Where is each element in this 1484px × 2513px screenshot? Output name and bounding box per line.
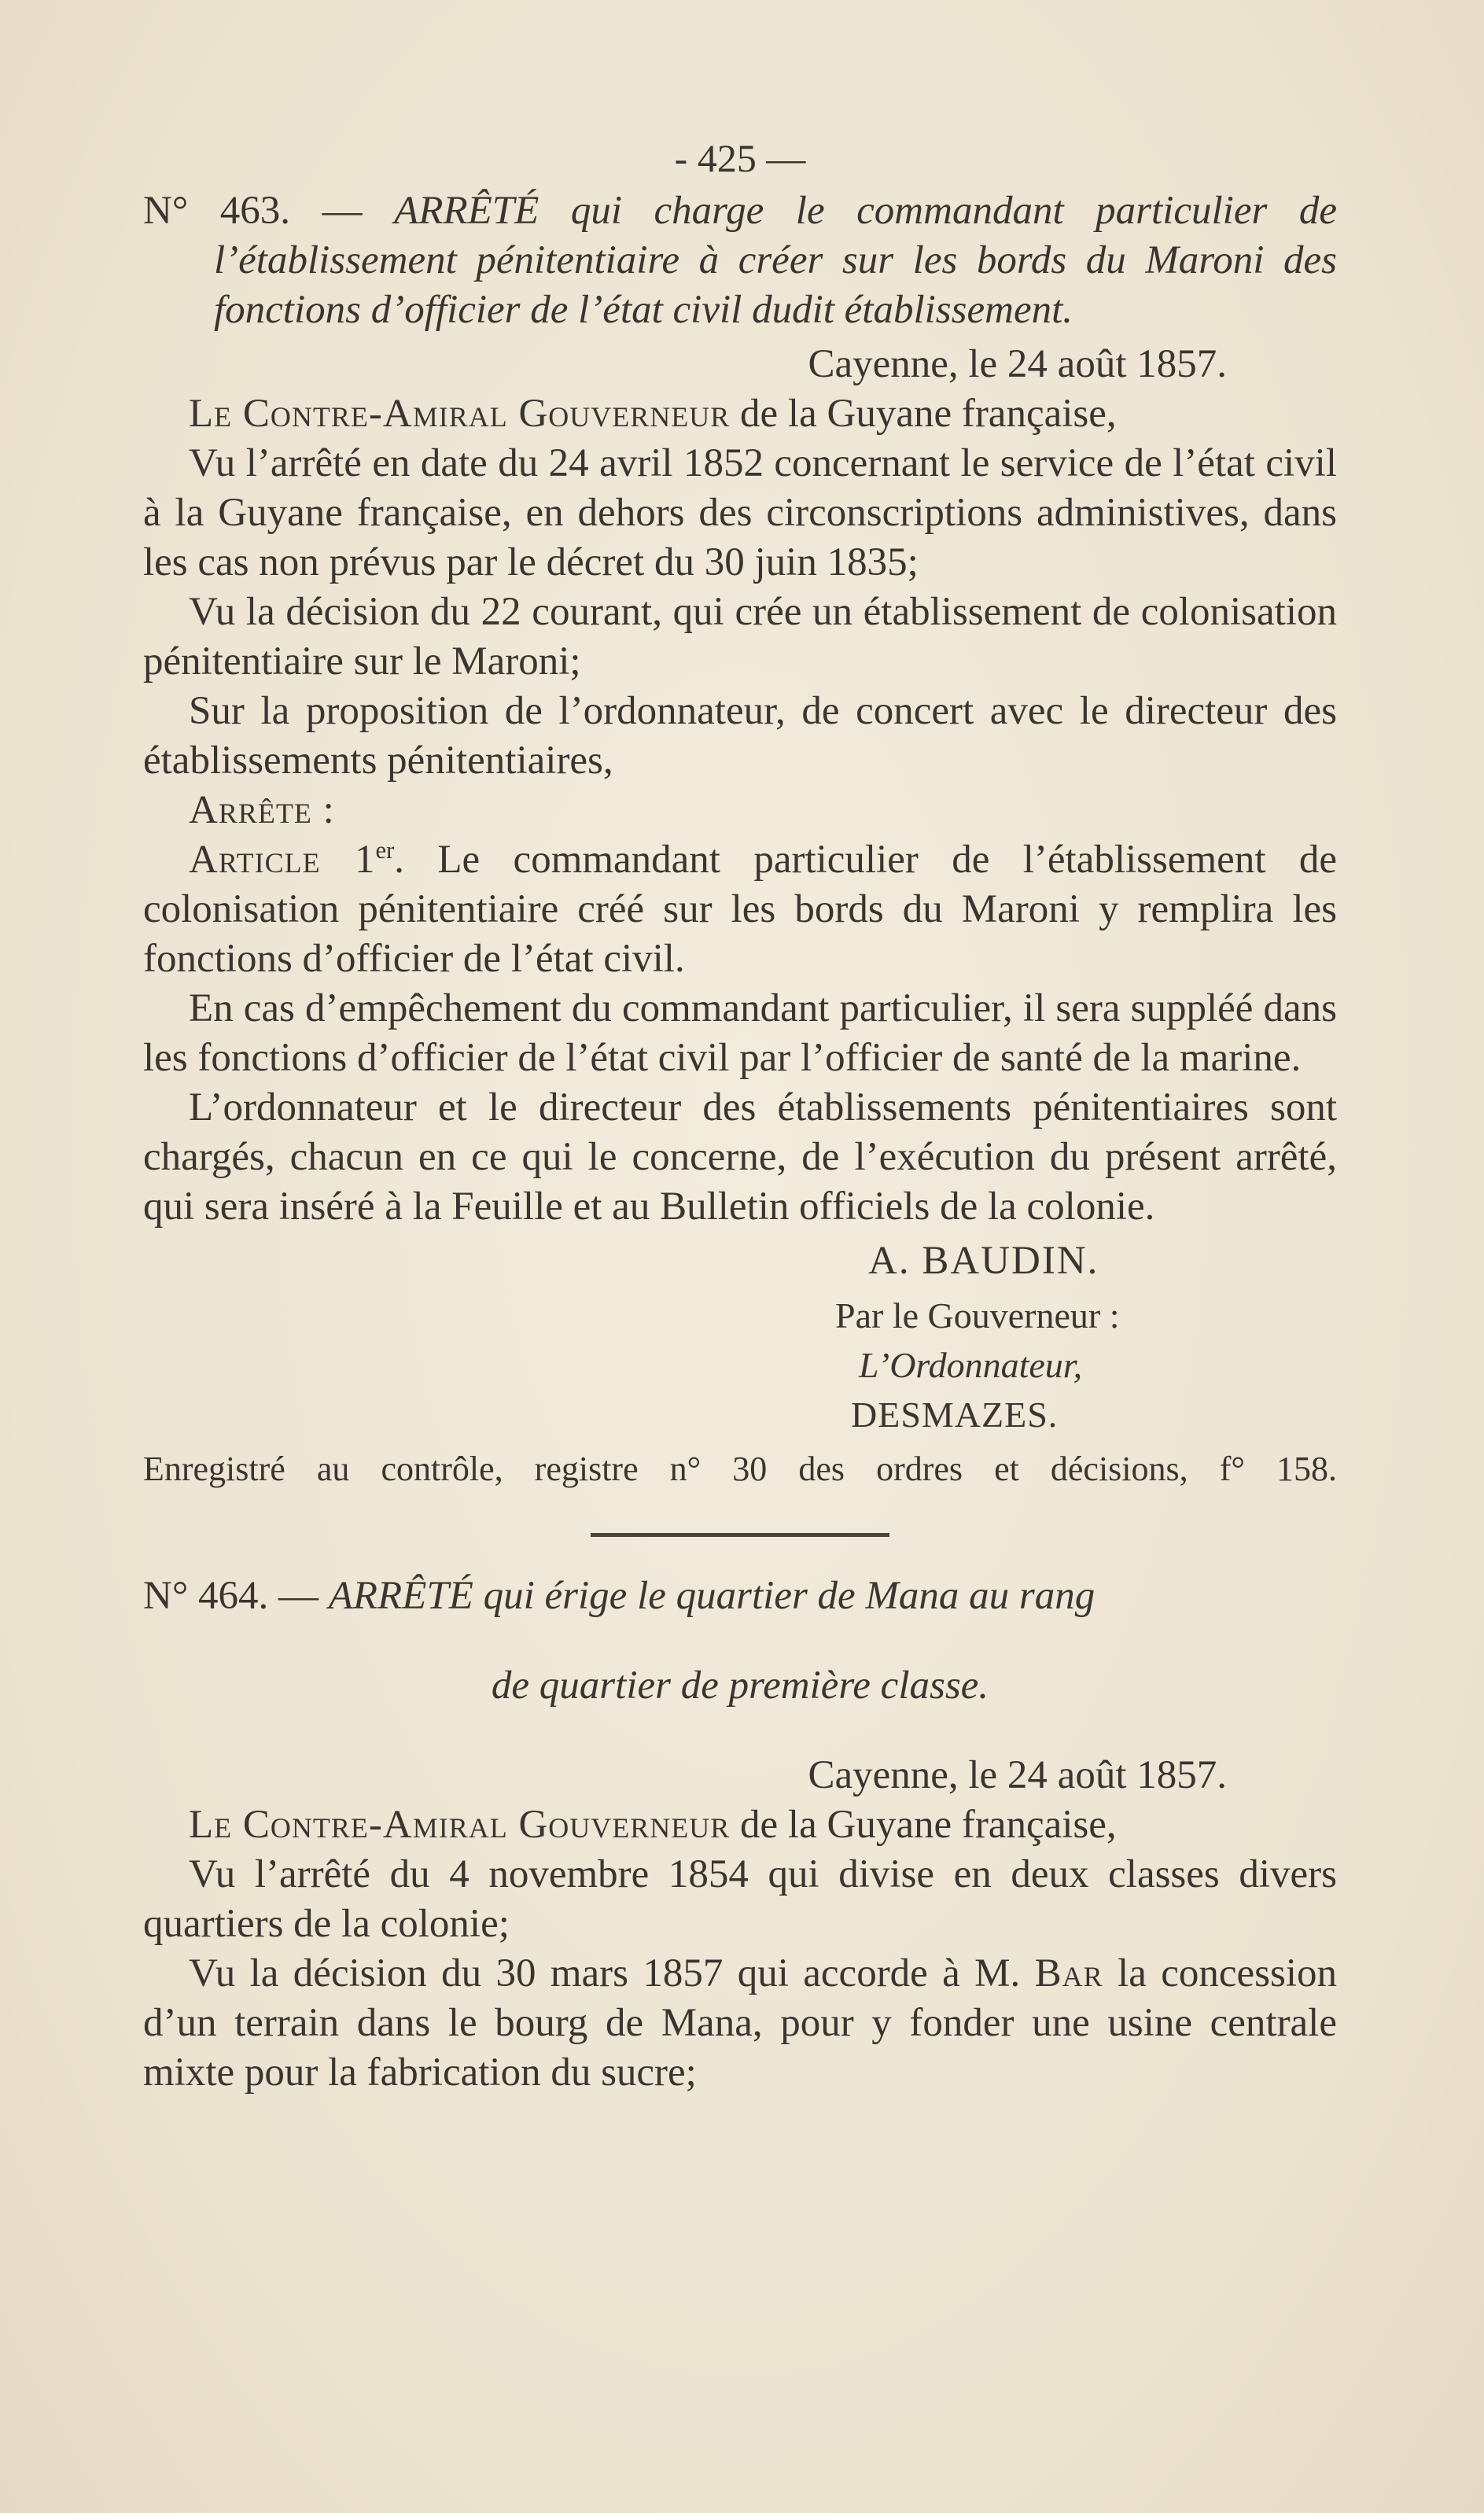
section-divider <box>591 1533 889 1537</box>
signature-baudin: A. BAUDIN. <box>868 1239 1099 1283</box>
section-463-para-2: Vu la décision du 22 courant, qui crée un établissement de colonisation pénitentiaire sur le Maroni; <box>143 590 1337 684</box>
governor-title: Le Contre-Amiral Gouverneur <box>189 392 731 436</box>
registration-note: Enregistré au contrôle, registre n° 30 des ordres et décisions, f° 158. <box>143 1450 1337 1488</box>
section-464-title-text-1: ARRÊTÉ qui érige le quartier de Mana au rang <box>328 1574 1096 1618</box>
document-body <box>143 134 1337 2098</box>
signature-desmazes: DESMAZES. <box>851 1395 1059 1435</box>
section-463-para-5: L’ordonnateur et le directeur des établissements pénitentiaires sont chargés, chacun en ce qui le concerne, de l’exécution du présent arrêté, qui sera inséré à la Feuille et au Bulletin officiels de la colonie. <box>143 1085 1337 1229</box>
article-text: . Le commandant particulier de l’établissement de colonisation pénitentiaire créé sur les bords du Maroni y remplira les fonctions d’officier de l’état civil. <box>143 838 1337 981</box>
section-463-number: N° 463. — <box>143 189 363 233</box>
para2-a: Vu la décision du 30 mars 1857 qui accorde à M. <box>189 1951 1035 1995</box>
page-number: - 425 — <box>674 136 806 180</box>
article-sup: er <box>375 837 395 864</box>
section-464-para-2 <box>143 1949 1337 2098</box>
section-464-para-1: Vu l’arrêté du 4 novembre 1854 qui divise en deux classes divers quartiers de la colonie; <box>143 1852 1337 1946</box>
signature-role: L’Ordonnateur, <box>859 1345 1083 1385</box>
section-463-article-1 <box>143 835 1337 984</box>
section-463-arrete: Arrête : <box>189 788 335 832</box>
section-463-title <box>143 186 1337 335</box>
section-463-place-date: Cayenne, le 24 août 1857. <box>808 342 1227 386</box>
para2-name: Bar <box>1034 1951 1103 1995</box>
section-463-governor-line <box>143 389 1337 439</box>
signature-par: Par le Gouverneur : <box>835 1295 1120 1336</box>
governor-rest-2: de la Guyane française, <box>730 1803 1117 1847</box>
section-463-title-text: ARRÊTÉ qui charge le commandant particulier de l’établissement pénitentiaire à créer sur les bords du Maroni des fonctions d’officier de l’état civil dudit établissement. <box>214 189 1338 332</box>
article-label: Article 1 <box>189 838 376 882</box>
governor-rest: de la Guyane française, <box>730 392 1117 436</box>
section-464-number: N° 464. — <box>143 1574 319 1618</box>
section-463-para-1: Vu l’arrêté en date du 24 avril 1852 concernant le service de l’état civil à la Guyane française, en dehors des circonscriptions administives, dans les cas non prévus par le décret du 30 juin 1835; <box>143 441 1337 584</box>
section-464-title-text-2: de quartier de première classe. <box>491 1664 989 1708</box>
section-464-title-line-2 <box>143 1661 1337 1711</box>
section-464-place-date: Cayenne, le 24 août 1857. <box>808 1753 1227 1797</box>
section-463-para-4: En cas d’empêchement du commandant particulier, il sera suppléé dans les fonctions d’officier de l’état civil par l’officier de santé de la marine. <box>143 986 1337 1080</box>
governor-title-2: Le Contre-Amiral Gouverneur <box>189 1803 731 1847</box>
section-464-title <box>143 1572 1337 1621</box>
para2-b: la concession d’un terrain dans le bourg de Mana, pour y fonder une usine centrale mixte pour la fabrication du sucre; <box>143 1951 1338 2095</box>
section-464-governor-line <box>143 1800 1337 1850</box>
section-463-para-3: Sur la proposition de l’ordonnateur, de concert avec le directeur des établissements pénitentiaires, <box>143 689 1337 783</box>
